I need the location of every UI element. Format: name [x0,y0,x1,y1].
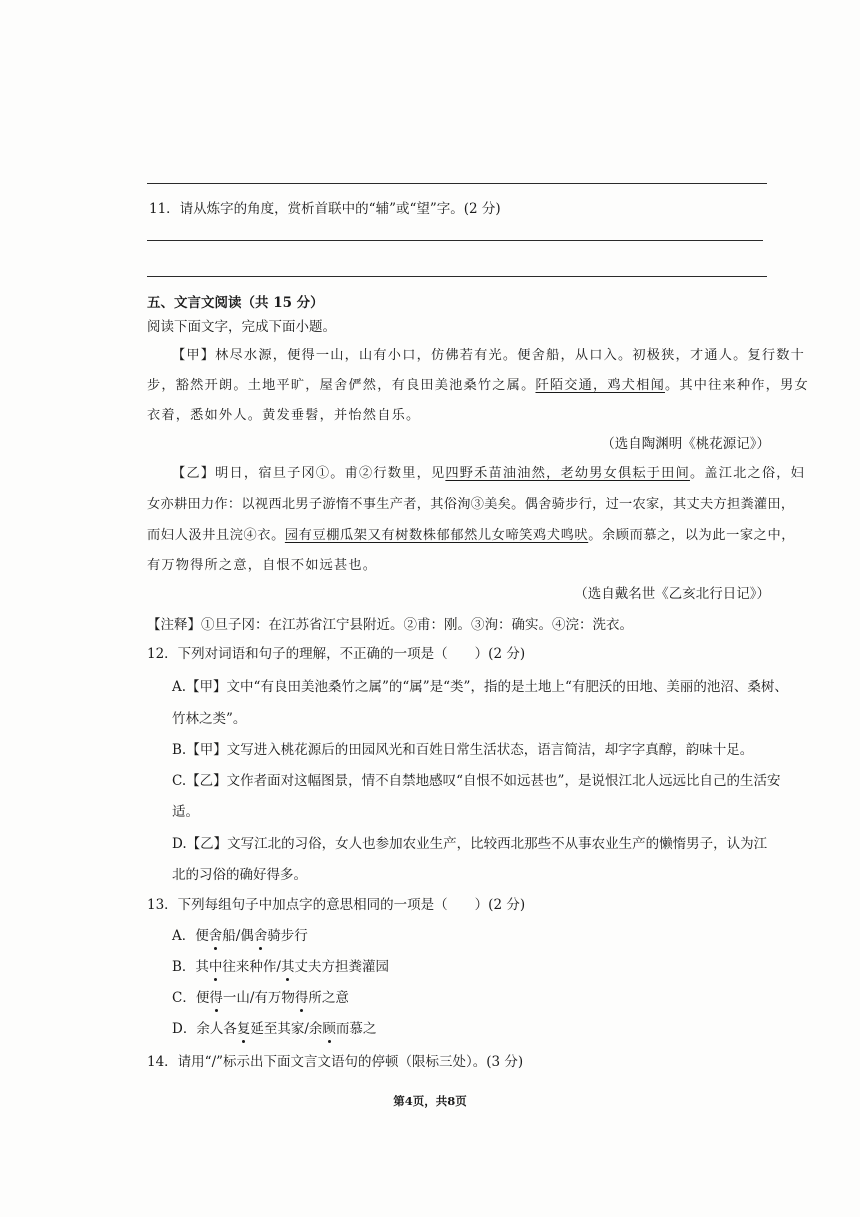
passage-b-line-2: 女亦耕田力作：以视西北男子游惰不事生产者，其俗洵③美矣。偶舍骑步行，过一农家，其丈夫方担粪灌田， [147,497,795,512]
passage-b-text: 。盖江北之俗，妇 [689,466,806,481]
passage-a-source: （选自陶渊明《桃花源记》） [601,436,770,452]
question-14-stem: 14．请用“/”标示出下面文言文语句的停顿（限标三处）。(3 分) [147,1054,524,1070]
passage-a-text: 步，豁然开朗。土地平旷，屋舍俨然，有良田美池桑竹之属。 [147,378,536,393]
passage-b-source: （选自戴名世《乙亥北行日记》） [574,586,770,602]
question-12-option-a: A.【甲】文中“有良田美池桑竹之属”的“属”是“类”，指的是土地上“有肥沃的田地、美丽的池沼、桑树、 [172,679,788,695]
answer-line [147,276,767,277]
passage-a-line-3: 衣着，悉如外人。黄发垂髫，并怡然自乐。 [147,408,421,423]
dotted-character: 其 [280,959,295,975]
dotted-character: 复 [236,1021,251,1037]
question-12-option-c: C.【乙】文作者面对这幅图景，情不自禁地感叹“自恨不如远甚也”，是说恨江北人远远比自己的生活安 [172,773,781,789]
option-text: 一山/有万物 [222,990,295,1006]
question-13-option-d [172,1020,376,1038]
option-text: 所之意 [308,990,349,1006]
passage-a-line-1: 【甲】林尽水源，便得一山，山有小口，仿佛若有光。便舍船，从口入。初极狭，才通人。复行数十 [172,348,806,363]
option-text: 丈夫方担粪灌园 [294,959,389,975]
option-text: D．余人各 [172,1021,237,1037]
question-12-option-b: B.【甲】文写进入桃花源后的田园风光和百姓日常生活状态，语言简洁，却字字真醇，韵味十足。 [172,742,754,758]
passage-b-line-3 [147,527,795,545]
option-text: C．便 [172,990,210,1006]
answer-line [147,183,767,184]
question-13-option-c [172,989,349,1007]
question-12-option-d: D.【乙】文写江北的习俗，女人也参加农业生产，比较西北那些不从事农业生产的懒惰男子，认为江 [172,836,768,852]
option-text: A．便 [172,928,209,944]
passage-b-line-1 [172,465,805,483]
question-13-option-a [172,927,308,945]
passage-b-line-4: 有万物得所之意，自恨不如远甚也。 [147,558,378,573]
passage-b-text: 【乙】明日，宿旦子冈①。甫②行数里，见 [172,466,446,481]
option-text: 船/偶 [222,928,254,944]
underlined-sentence: 阡陌交通，鸡犬相闻 [535,378,665,393]
question-12-option-a-cont: 竹林之类”。 [172,711,247,727]
option-text: 骑步行 [267,928,308,944]
dotted-character: 中 [208,959,223,975]
question-12-stem: 12．下列对词语和句子的理解，不正确的一项是（ ）(2 分) [147,646,526,662]
passage-a-text: 。其中往来种作，男女 [664,378,809,393]
dotted-character: 得 [209,990,223,1006]
section-title: 五、文言文阅读（共 15 分） [147,295,324,311]
option-text: 延至其家/余 [250,1021,323,1037]
option-text: 往来种作/ [222,959,281,975]
dotted-character: 舍 [253,928,268,944]
question-13-stem: 13．下列每组句子中加点字的意思相同的一项是（ ）(2 分) [147,897,526,913]
page-number: 第4页，共8页 [393,1094,467,1108]
underlined-sentence: 园有豆棚瓜架又有树数株郁郁然儿女啼笑鸡犬鸣吠 [284,528,589,543]
dotted-character: 顾 [322,1021,336,1037]
question-12-option-c-cont: 适。 [172,804,199,820]
option-text: 而慕之 [335,1021,377,1037]
section-instruction: 阅读下面文字，完成下面小题。 [147,319,336,335]
passage-b-text: 而妇人汲井且浣④衣。 [147,528,285,543]
passage-a-line-2 [147,377,809,395]
question-12-option-d-cont: 北的习俗的确好得多。 [172,867,307,883]
question-13-option-b [172,958,389,976]
option-text: B．其 [172,959,209,975]
answer-line [147,240,763,241]
passage-b-text: 。余顾而慕之，以为此一家之中， [588,528,796,543]
question-11: 11．请从炼字的角度，赏析首联中的“辅”或“望”字。(2 分) [149,201,501,217]
dotted-character: 得 [294,990,309,1006]
underlined-sentence: 四野禾苗油油然，老幼男女俱耘于田间 [445,466,690,481]
dotted-character: 舍 [208,928,223,944]
annotations: 【注释】①旦子冈：在江苏省江宁县附近。②甫：刚。③洵：确实。④浣：洗衣。 [147,617,633,633]
